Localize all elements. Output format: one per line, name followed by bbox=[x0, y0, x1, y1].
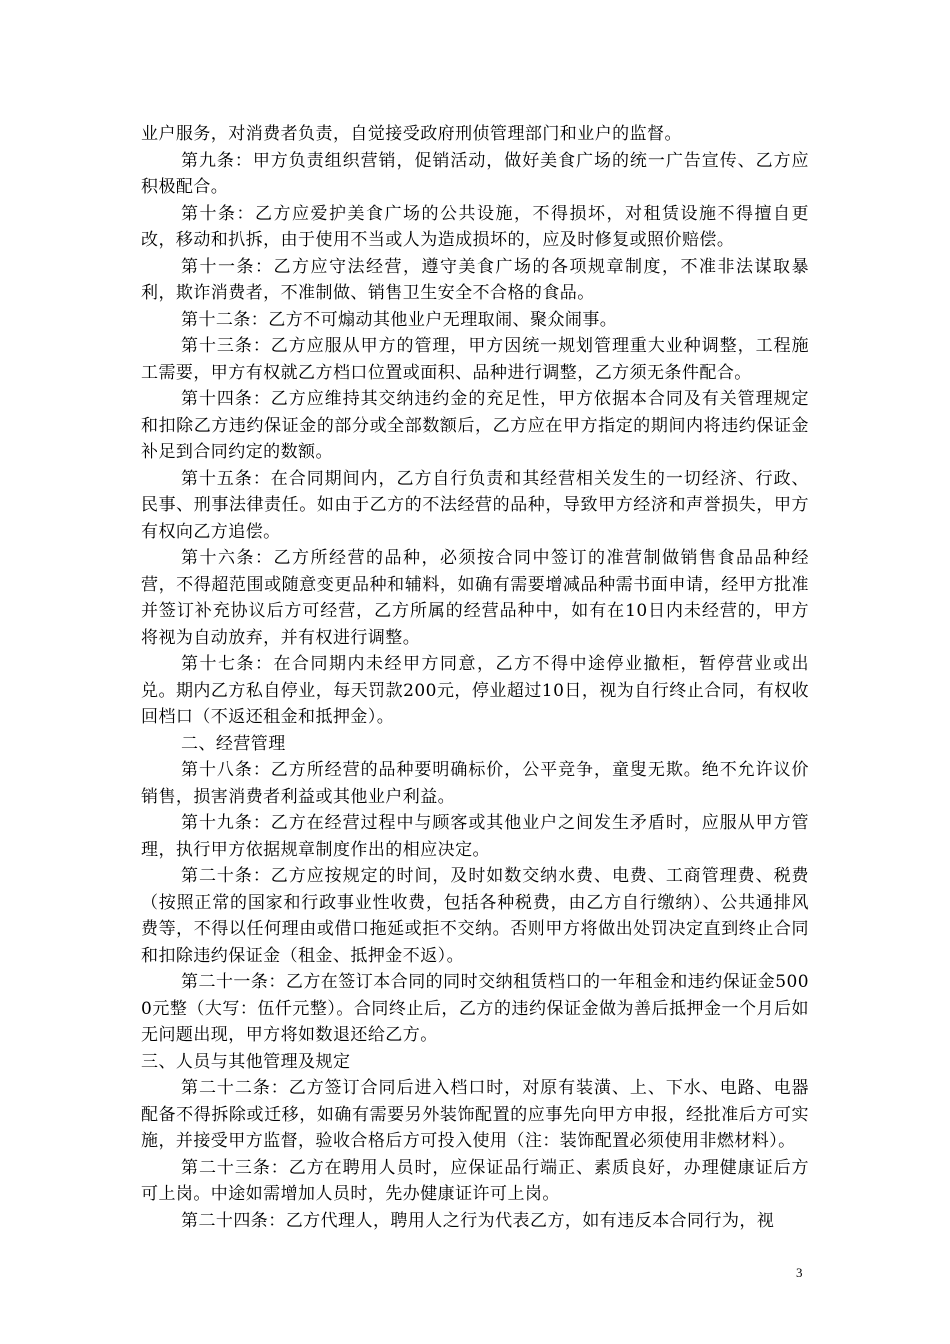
paragraph: 第十七条：在合同期内未经甲方同意，乙方不得中途停业撤柜，暂停营业或出兑。期内乙方私自停业，每天罚款200元，停业超过10日，视为自行终止合同，有权收回档口（不返还租金和抵押金）。 bbox=[141, 654, 809, 727]
paragraph: 第二十一条：乙方在签订本合同的同时交纳租赁档口的一年租金和违约保证金5000元整（大写：伍仟元整）。合同终止后，乙方的违约保证金做为善后抵押金一个月后如无问题出现，甲方将如数退还给乙方。 bbox=[141, 972, 809, 1045]
paragraph: 第十条：乙方应爱护美食广场的公共设施，不得损坏，对租赁设施不得擅自更改，移动和扒拆，由于使用不当或人为造成损坏的，应及时修复或照价赔偿。 bbox=[141, 203, 809, 250]
paragraph: 第十五条：在合同期间内，乙方自行负责和其经营相关发生的一切经济、行政、民事、刑事法律责任。如由于乙方的不法经营的品种，导致甲方经济和声誉损失，甲方有权向乙方追偿。 bbox=[141, 468, 809, 542]
paragraph: 第十二条：乙方不可煽动其他业户无理取闹、聚众闹事。 bbox=[181, 309, 618, 330]
document-body bbox=[141, 121, 809, 1234]
paragraph: 第十八条：乙方所经营的品种要明确标价，公平竞争，童叟无欺。绝不允许议价销售，损害消费者利益或其他业户利益。 bbox=[141, 760, 809, 807]
paragraph: 第十一条：乙方应守法经营，遵守美食广场的各项规章制度，不准非法谋取暴利，欺诈消费者，不准制做、销售卫生安全不合格的食品。 bbox=[141, 256, 809, 303]
paragraph: 第九条：甲方负责组织营销，促销活动，做好美食广场的统一广告宣传、乙方应积极配合。 bbox=[141, 150, 809, 197]
section-heading: 二、经营管理 bbox=[181, 733, 286, 754]
section-heading: 三、人员与其他管理及规定 bbox=[141, 1051, 351, 1072]
paragraph: 第二十二条：乙方签订合同后进入档口时，对原有装潢、上、下水、电路、电器配备不得拆除或迁移，如确有需要另外装饰配置的应事先向甲方申报，经批准后方可实施，并接受甲方监督，验收合格后方可投入使用（注：装饰配置必须使用非燃材料）。 bbox=[141, 1078, 809, 1151]
page-number: 3 bbox=[796, 1265, 803, 1280]
paragraph: 第十九条：乙方在经营过程中与顾客或其他业户之间发生矛盾时，应服从甲方管理，执行甲方依据规章制度作出的相应决定。 bbox=[141, 813, 809, 860]
paragraph: 第十三条：乙方应服从甲方的管理，甲方因统一规划管理重大业种调整，工程施工需要，甲方有权就乙方档口位置或面积、品种进行调整，乙方须无条件配合。 bbox=[141, 336, 809, 383]
paragraph: 第十六条：乙方所经营的品种，必须按合同中签订的准营制做销售食品品种经营，不得超范围或随意变更品种和辅料，如确有需要增减品种需书面申请，经甲方批准并签订补充协议后方可经营，乙方所属的经营品种中，如有在10日内未经营的，甲方将视为自动放弃，并有权进行调整。 bbox=[141, 548, 809, 648]
paragraph: 业户服务，对消费者负责，自觉接受政府刑侦管理部门和业户的监督。 bbox=[141, 124, 682, 144]
paragraph: 第十四条：乙方应维持其交纳违约金的充足性，甲方依据本合同及有关管理规定和扣除乙方违约保证金的部分或全部数额后，乙方应在甲方指定的期间内将违约保证金补足到合同约定的数额。 bbox=[141, 389, 809, 462]
paragraph: 第二十四条：乙方代理人，聘用人之行为代表乙方，如有违反本合同行为，视 bbox=[181, 1210, 775, 1231]
paragraph: 第二十三条：乙方在聘用人员时，应保证品行端正、素质良好，办理健康证后方可上岗。中途如需增加人员时，先办健康证许可上岗。 bbox=[141, 1157, 809, 1204]
paragraph: 第二十条：乙方应按规定的时间，及时如数交纳水费、电费、工商管理费、税费（按照正常的国家和行政事业性收费，包括各种税费，由乙方自行缴纳）、公共通排风费等，不得以任何理由或借口拖延或拒不交纳。否则甲方将做出处罚决定直到终止合同和扣除违约保证金（租金、抵押金不返）。 bbox=[141, 866, 809, 966]
